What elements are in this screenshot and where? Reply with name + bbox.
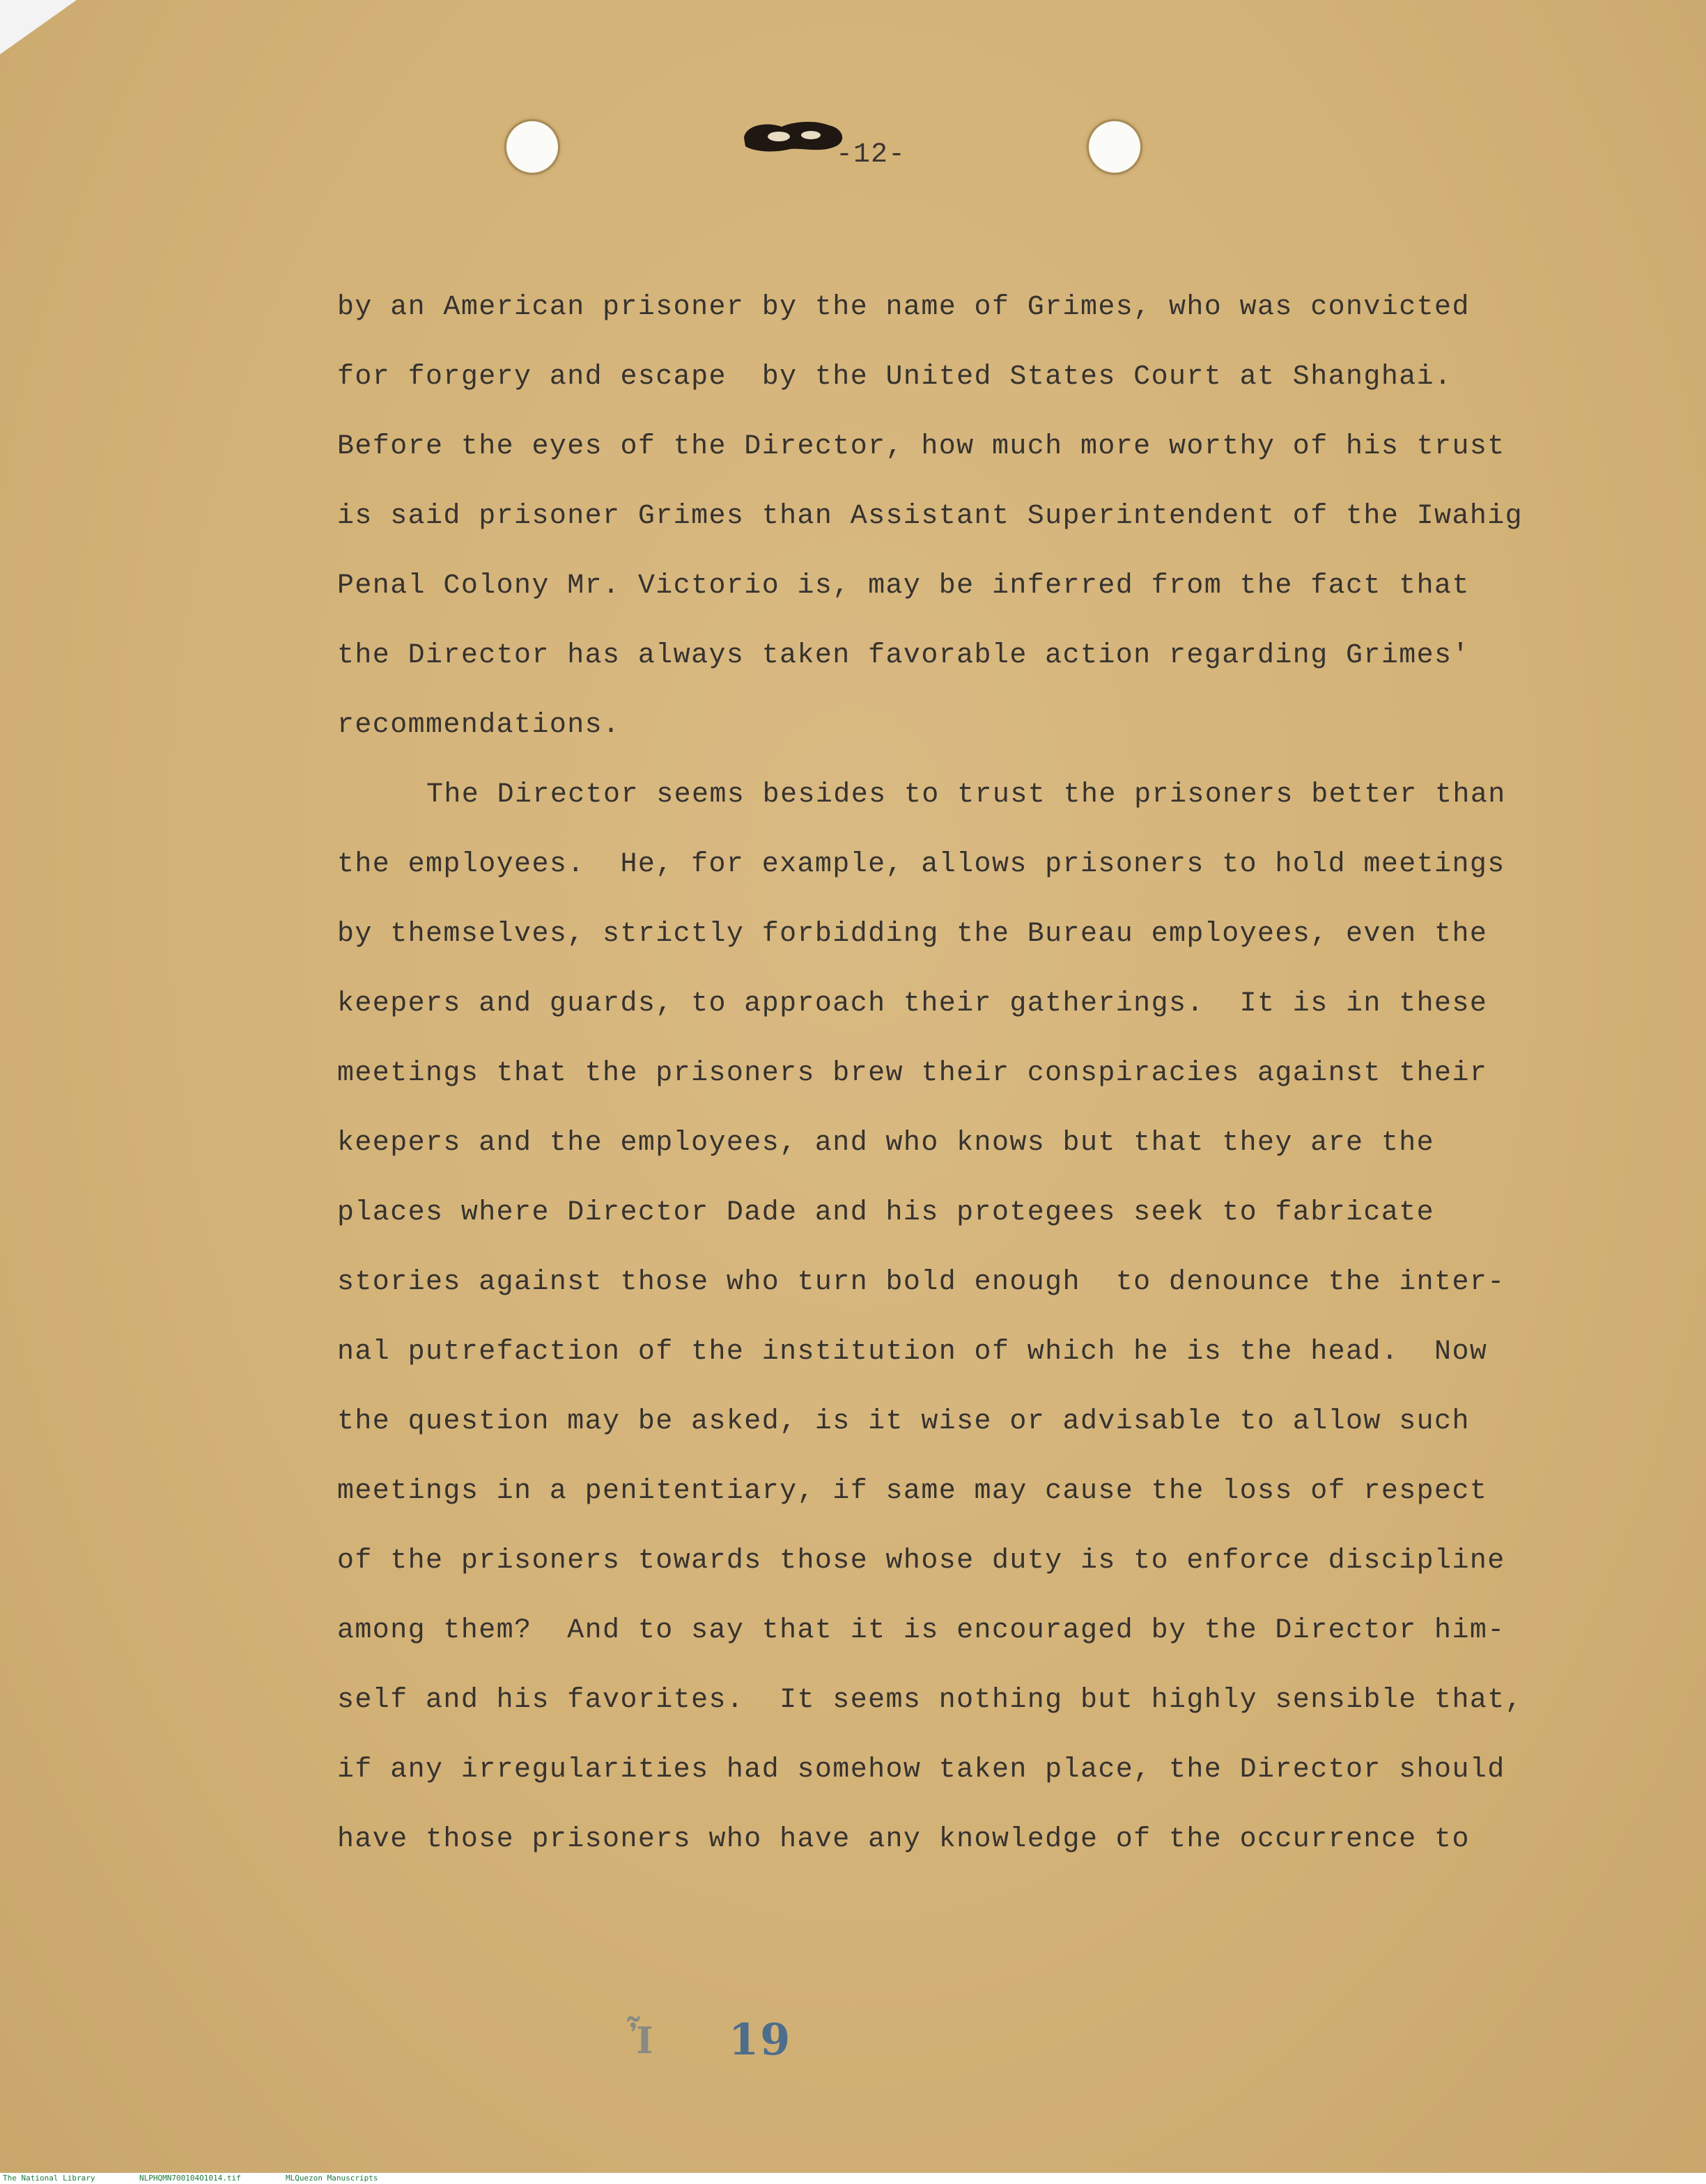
stamp-number: 19: [729, 2014, 792, 2065]
text-line: is said prisoner Grimes than Assistant Superintendent of the Iwahig: [337, 501, 1523, 532]
text-line: Penal Colony Mr. Victorio is, may be inferred from the fact that: [337, 570, 1470, 602]
text-line: Before the eyes of the Director, how much more worthy of his trust: [337, 431, 1505, 462]
text-line: stories against those who turn bold enough to denounce the inter-: [337, 1267, 1505, 1298]
page-number: -12-: [836, 139, 906, 171]
footer-file: NLPHQMN700104O1014.tif: [139, 2174, 241, 2183]
body-text: [337, 273, 1556, 1875]
punch-hole-left: [506, 121, 558, 173]
text-line: by themselves, strictly forbidding the Bureau employees, even the: [337, 919, 1488, 950]
text-line: meetings that the prisoners brew their conspiracies against their: [337, 1058, 1488, 1089]
text-line: keepers and the employees, and who knows but that they are the: [337, 1128, 1435, 1159]
text-line: have those prisoners who have any knowledge of the occurrence to: [337, 1824, 1470, 1855]
text-line: the Director has always taken favorable action regarding Grimes': [337, 640, 1470, 671]
text-line: the question may be asked, is it wise or advisable to allow such: [337, 1406, 1470, 1437]
text-line: by an American prisoner by the name of Grimes, who was convicted: [337, 292, 1470, 323]
text-line: recommendations.: [337, 710, 621, 741]
text-line: The Director seems besides to trust the prisoners better than: [426, 779, 1506, 811]
text-line: the employees. He, for example, allows prisoners to hold meetings: [337, 849, 1505, 880]
footer-library: The National Library: [3, 2174, 95, 2183]
text-line: nal putrefaction of the institution of which he is the head. Now: [337, 1336, 1488, 1368]
text-line: self and his favorites. It seems nothing but highly sensible that,: [337, 1685, 1523, 1716]
text-line: places where Director Dade and his protegees seek to fabricate: [337, 1197, 1435, 1228]
text-line: of the prisoners towards those whose duty is to enforce discipline: [337, 1545, 1505, 1577]
text-line: keepers and guards, to approach their gatherings. It is in these: [337, 988, 1488, 1020]
punch-hole-right: [1089, 121, 1140, 173]
torn-corner: [0, 0, 77, 54]
burn-mark: [738, 117, 850, 156]
text-line: if any irregularities had somehow taken place, the Director should: [337, 1754, 1505, 1786]
footer-collection: MLQuezon Manuscripts: [286, 2174, 378, 2183]
text-line: for forgery and escape by the United States Court at Shanghai.: [337, 361, 1452, 393]
scan-footer: [0, 2173, 1706, 2184]
text-line: among them? And to say that it is encouraged by the Director him-: [337, 1615, 1505, 1646]
text-line: meetings in a penitentiary, if same may cause the loss of respect: [337, 1476, 1488, 1507]
stamp-mark: Ἶ: [627, 2020, 653, 2062]
